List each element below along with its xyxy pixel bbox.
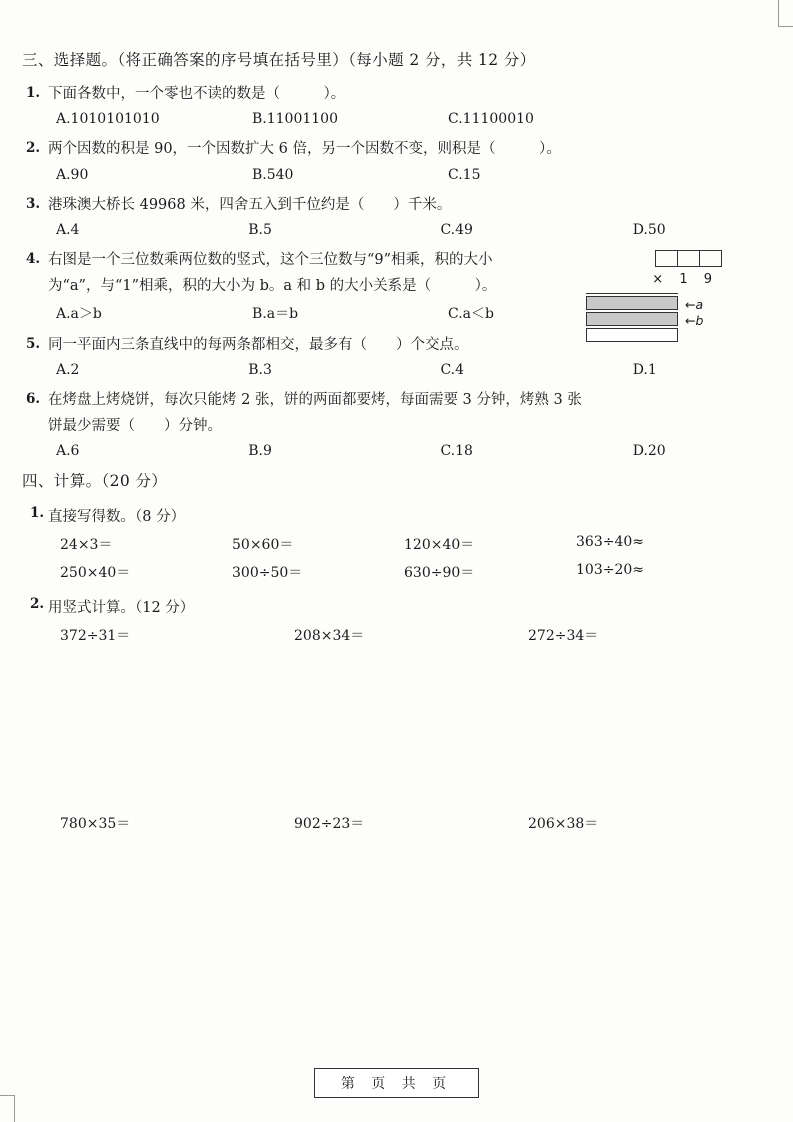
question-1-option-a[interactable]: A.1010101010: [56, 111, 160, 128]
multiplier-row: × 1 9: [652, 272, 718, 288]
calc-sub2-heading: [26, 596, 770, 617]
digit-box-hundreds: [655, 250, 678, 267]
mental-math-row-1: [22, 534, 770, 554]
column-method-item-3[interactable]: 272÷34＝: [528, 628, 599, 644]
question-6: [22, 388, 770, 439]
question-3-stem: 港珠澳大桥长 49968 米，四舍五入到千位约是（ ）千米。: [48, 196, 452, 213]
question-2-option-c[interactable]: C.15: [448, 166, 481, 183]
mental-math-item-2[interactable]: 50×60＝: [232, 537, 294, 553]
question-1: [22, 82, 770, 107]
column-method-row-1: [22, 625, 770, 645]
question-6-option-a[interactable]: A.6: [56, 443, 80, 459]
corner-mark-bottom-left-vertical: [14, 1096, 15, 1122]
question-1-option-b[interactable]: B.11001100: [252, 111, 338, 128]
question-6-option-c[interactable]: C.18: [440, 443, 473, 459]
calc-sub1-heading: [26, 505, 770, 526]
page-content: [22, 48, 770, 841]
question-5: [22, 333, 770, 358]
partial-product-b-band: [586, 312, 704, 328]
question-4-number: 4.: [26, 251, 41, 268]
question-2-option-b[interactable]: B.540: [252, 166, 294, 183]
question-5-options: [22, 362, 770, 378]
question-5-stem: 同一平面内三条直线中的每两条都相交，最多有（ ）个交点。: [48, 336, 469, 353]
mental-math-item-1[interactable]: 24×3＝: [60, 537, 113, 553]
digit-box-ones: [699, 250, 722, 267]
question-4-option-a[interactable]: A.a＞b: [56, 305, 102, 322]
page-number-box: 第 页 共 页: [314, 1068, 479, 1098]
question-3-number: 3.: [26, 195, 41, 212]
corner-mark-top-right-vertical: [778, 0, 779, 26]
question-3-option-b[interactable]: B.5: [248, 222, 272, 239]
question-4-option-b[interactable]: B.a＝b: [252, 305, 299, 322]
question-4-stem-line-1: 右图是一个三位数乘两位数的竖式，这个三位数与“9”相乘，积的大小: [48, 252, 493, 269]
column-method-item-6[interactable]: 206×38＝: [528, 816, 599, 832]
question-3-option-c[interactable]: C.49: [440, 222, 473, 239]
digit-box-tens: [677, 250, 700, 267]
question-2-options: [22, 167, 770, 183]
partial-product-a-band: [586, 296, 704, 312]
question-6-option-d[interactable]: D.20: [632, 443, 666, 459]
calc-sub2-number: 2.: [30, 596, 45, 612]
question-2-number: 2.: [26, 140, 41, 157]
question-6-option-b[interactable]: B.9: [248, 443, 272, 459]
question-3-option-d[interactable]: D.50: [632, 222, 666, 239]
column-method-item-2[interactable]: 208×34＝: [294, 628, 365, 644]
column-method-item-4[interactable]: 780×35＝: [60, 816, 131, 832]
three-digit-number-boxes: [572, 250, 722, 267]
question-5-option-c[interactable]: C.4: [440, 362, 465, 379]
vertical-multiplication-figure: [572, 250, 722, 342]
question-1-stem: 下面各数中，一个零也不读的数是（ ）。: [48, 86, 346, 102]
column-method-row-2: [22, 813, 770, 833]
corner-mark-top-right-horizontal: [778, 26, 793, 27]
mental-math-item-8[interactable]: 103÷20≈: [576, 562, 644, 578]
calc-sub2-title: 用竖式计算。（12 分）: [48, 600, 195, 616]
mental-math-item-5[interactable]: 250×40＝: [60, 565, 131, 581]
figure-rule-top: [586, 293, 678, 294]
question-1-option-c[interactable]: C.11100010: [448, 111, 534, 128]
partial-product-a-label: ←a: [685, 296, 704, 312]
mental-math-item-4[interactable]: 363÷40≈: [576, 534, 644, 550]
question-2-option-a[interactable]: A.90: [56, 166, 89, 183]
question-6-options: [22, 443, 770, 459]
calc-sub1-number: 1.: [30, 505, 45, 521]
question-3: [22, 193, 770, 218]
mental-math-item-7[interactable]: 630÷90＝: [404, 565, 475, 581]
page-footer: [0, 1068, 793, 1098]
mental-math-item-3[interactable]: 120×40＝: [404, 537, 475, 553]
column-method-item-5[interactable]: 902÷23＝: [294, 816, 365, 832]
question-6-stem-line-2: 饼最少需要（ ）分钟。: [48, 417, 222, 434]
partial-product-b-label: ←b: [685, 312, 704, 328]
question-4-stem-line-2: 为“a”，与“1”相乘，积的大小为 b。a 和 b 的大小关系是（ ）。: [48, 277, 497, 294]
question-5-option-d[interactable]: D.1: [632, 362, 657, 379]
section-heading-calc: 四、计算。（20 分）: [22, 472, 168, 490]
question-2-stem: 两个因数的积是 90，一个因数扩大 6 倍，另一个因数不变，则积是（ ）。: [48, 141, 561, 158]
question-5-option-b[interactable]: B.3: [248, 362, 272, 379]
question-6-number: 6.: [26, 391, 41, 408]
question-5-option-a[interactable]: A.2: [56, 362, 80, 379]
question-6-stem-line-1: 在烤盘上烤烧饼，每次只能烤 2 张，饼的两面都要烤，每面需要 3 分钟，烤熟 3 张: [48, 392, 582, 409]
section-heading-choice: 三、选择题。（将正确答案的序号填在括号里）（每小题 2 分，共 12 分）: [22, 51, 536, 69]
question-3-option-a[interactable]: A.4: [56, 222, 80, 239]
question-5-number: 5.: [26, 335, 41, 352]
mental-math-item-6[interactable]: 300÷50＝: [232, 565, 303, 581]
question-1-number: 1.: [26, 85, 41, 101]
calc-sub1-title: 直接写得数。（8 分）: [48, 509, 186, 525]
mental-math-row-2: [22, 562, 770, 582]
question-2: [22, 137, 770, 162]
question-1-options: [22, 111, 770, 127]
question-4-option-c[interactable]: C.a＜b: [448, 305, 494, 322]
work-space-area: [22, 653, 770, 813]
column-method-item-1[interactable]: 372÷31＝: [60, 628, 131, 644]
question-3-options: [22, 222, 770, 238]
